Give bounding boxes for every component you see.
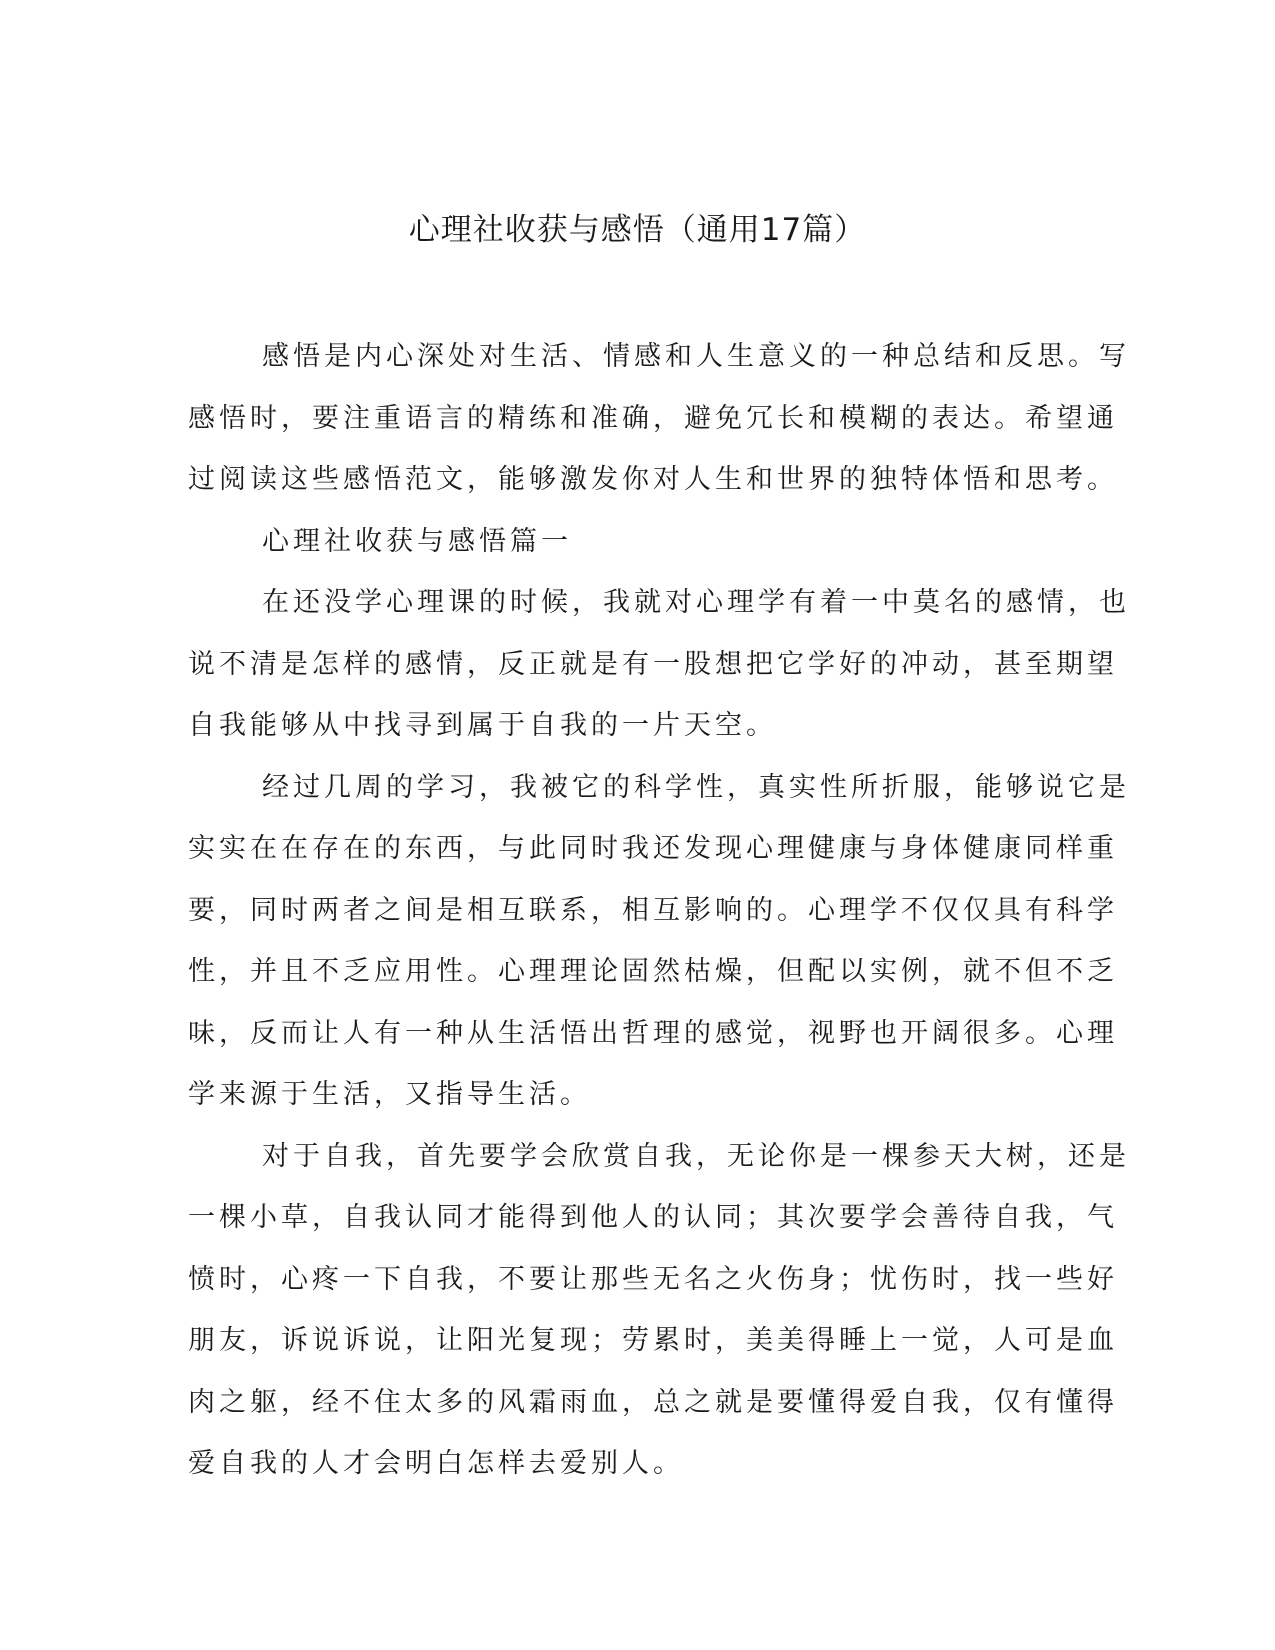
section-heading	[188, 511, 1076, 573]
paragraph-3	[188, 1126, 1130, 1495]
text-line: 经过几周的学习，我被它的科学性，真实性所折服，能够说它是	[262, 771, 1130, 803]
text-line: 心理社收获与感悟篇一	[262, 525, 572, 557]
text-line: 要，同时两者之间是相互联系，相互影响的。心理学不仅仅具有科学	[188, 894, 1118, 926]
paragraph-1	[188, 572, 1130, 757]
text-line: 性，并且不乏应用性。心理理论固然枯燥，但配以实例，就不但不乏	[188, 956, 1118, 987]
text-line: 感悟是内心深处对生活、情感和人生意义的一种总结和反思。写	[262, 341, 1130, 372]
text-line: 一棵小草，自我认同才能得到他人的认同；其次要学会善待自我，气	[188, 1202, 1118, 1233]
text-line: 实实在在存在的东西，与此同时我还发现心理健康与身体健康同样重	[188, 833, 1118, 864]
paragraph-intro	[188, 326, 1130, 511]
text-line: 愤时，心疼一下自我，不要让那些无名之火伤身；忧伤时，找一些好	[188, 1263, 1118, 1295]
text-line: 朋友，诉说诉说，让阳光复现；劳累时，美美得睡上一觉，人可是血	[188, 1325, 1118, 1356]
text-line: 爱自我的人才会明白怎样去爱别人。	[188, 1448, 684, 1479]
text-line: 感悟时，要注重语言的精练和准确，避免冗长和模糊的表达。希望通	[188, 402, 1118, 434]
text-line: 自我能够从中找寻到属于自我的一片天空。	[188, 710, 777, 741]
text-line: 肉之躯，经不住太多的风霜雨血，总之就是要懂得爱自我，仅有懂得	[188, 1386, 1118, 1418]
document-title: 心理社收获与感悟（通用17篇）	[408, 212, 867, 248]
document-body	[188, 326, 1130, 1495]
text-line: 味，反而让人有一种从生活悟出哲理的感觉，视野也开阔很多。心理	[188, 1017, 1118, 1049]
text-line: 在还没学心理课的时候，我就对心理学有着一中莫名的感情，也	[262, 587, 1130, 618]
text-line: 对于自我，首先要学会欣赏自我，无论你是一棵参天大树，还是	[262, 1140, 1130, 1172]
text-line: 过阅读这些感悟范文，能够激发你对人生和世界的独特体悟和思考。	[188, 464, 1118, 495]
text-line: 学来源于生活，又指导生活。	[188, 1079, 591, 1110]
paragraph-2	[188, 757, 1130, 1126]
text-line: 说不清是怎样的感情，反正就是有一股想把它学好的冲动，甚至期望	[188, 648, 1118, 680]
